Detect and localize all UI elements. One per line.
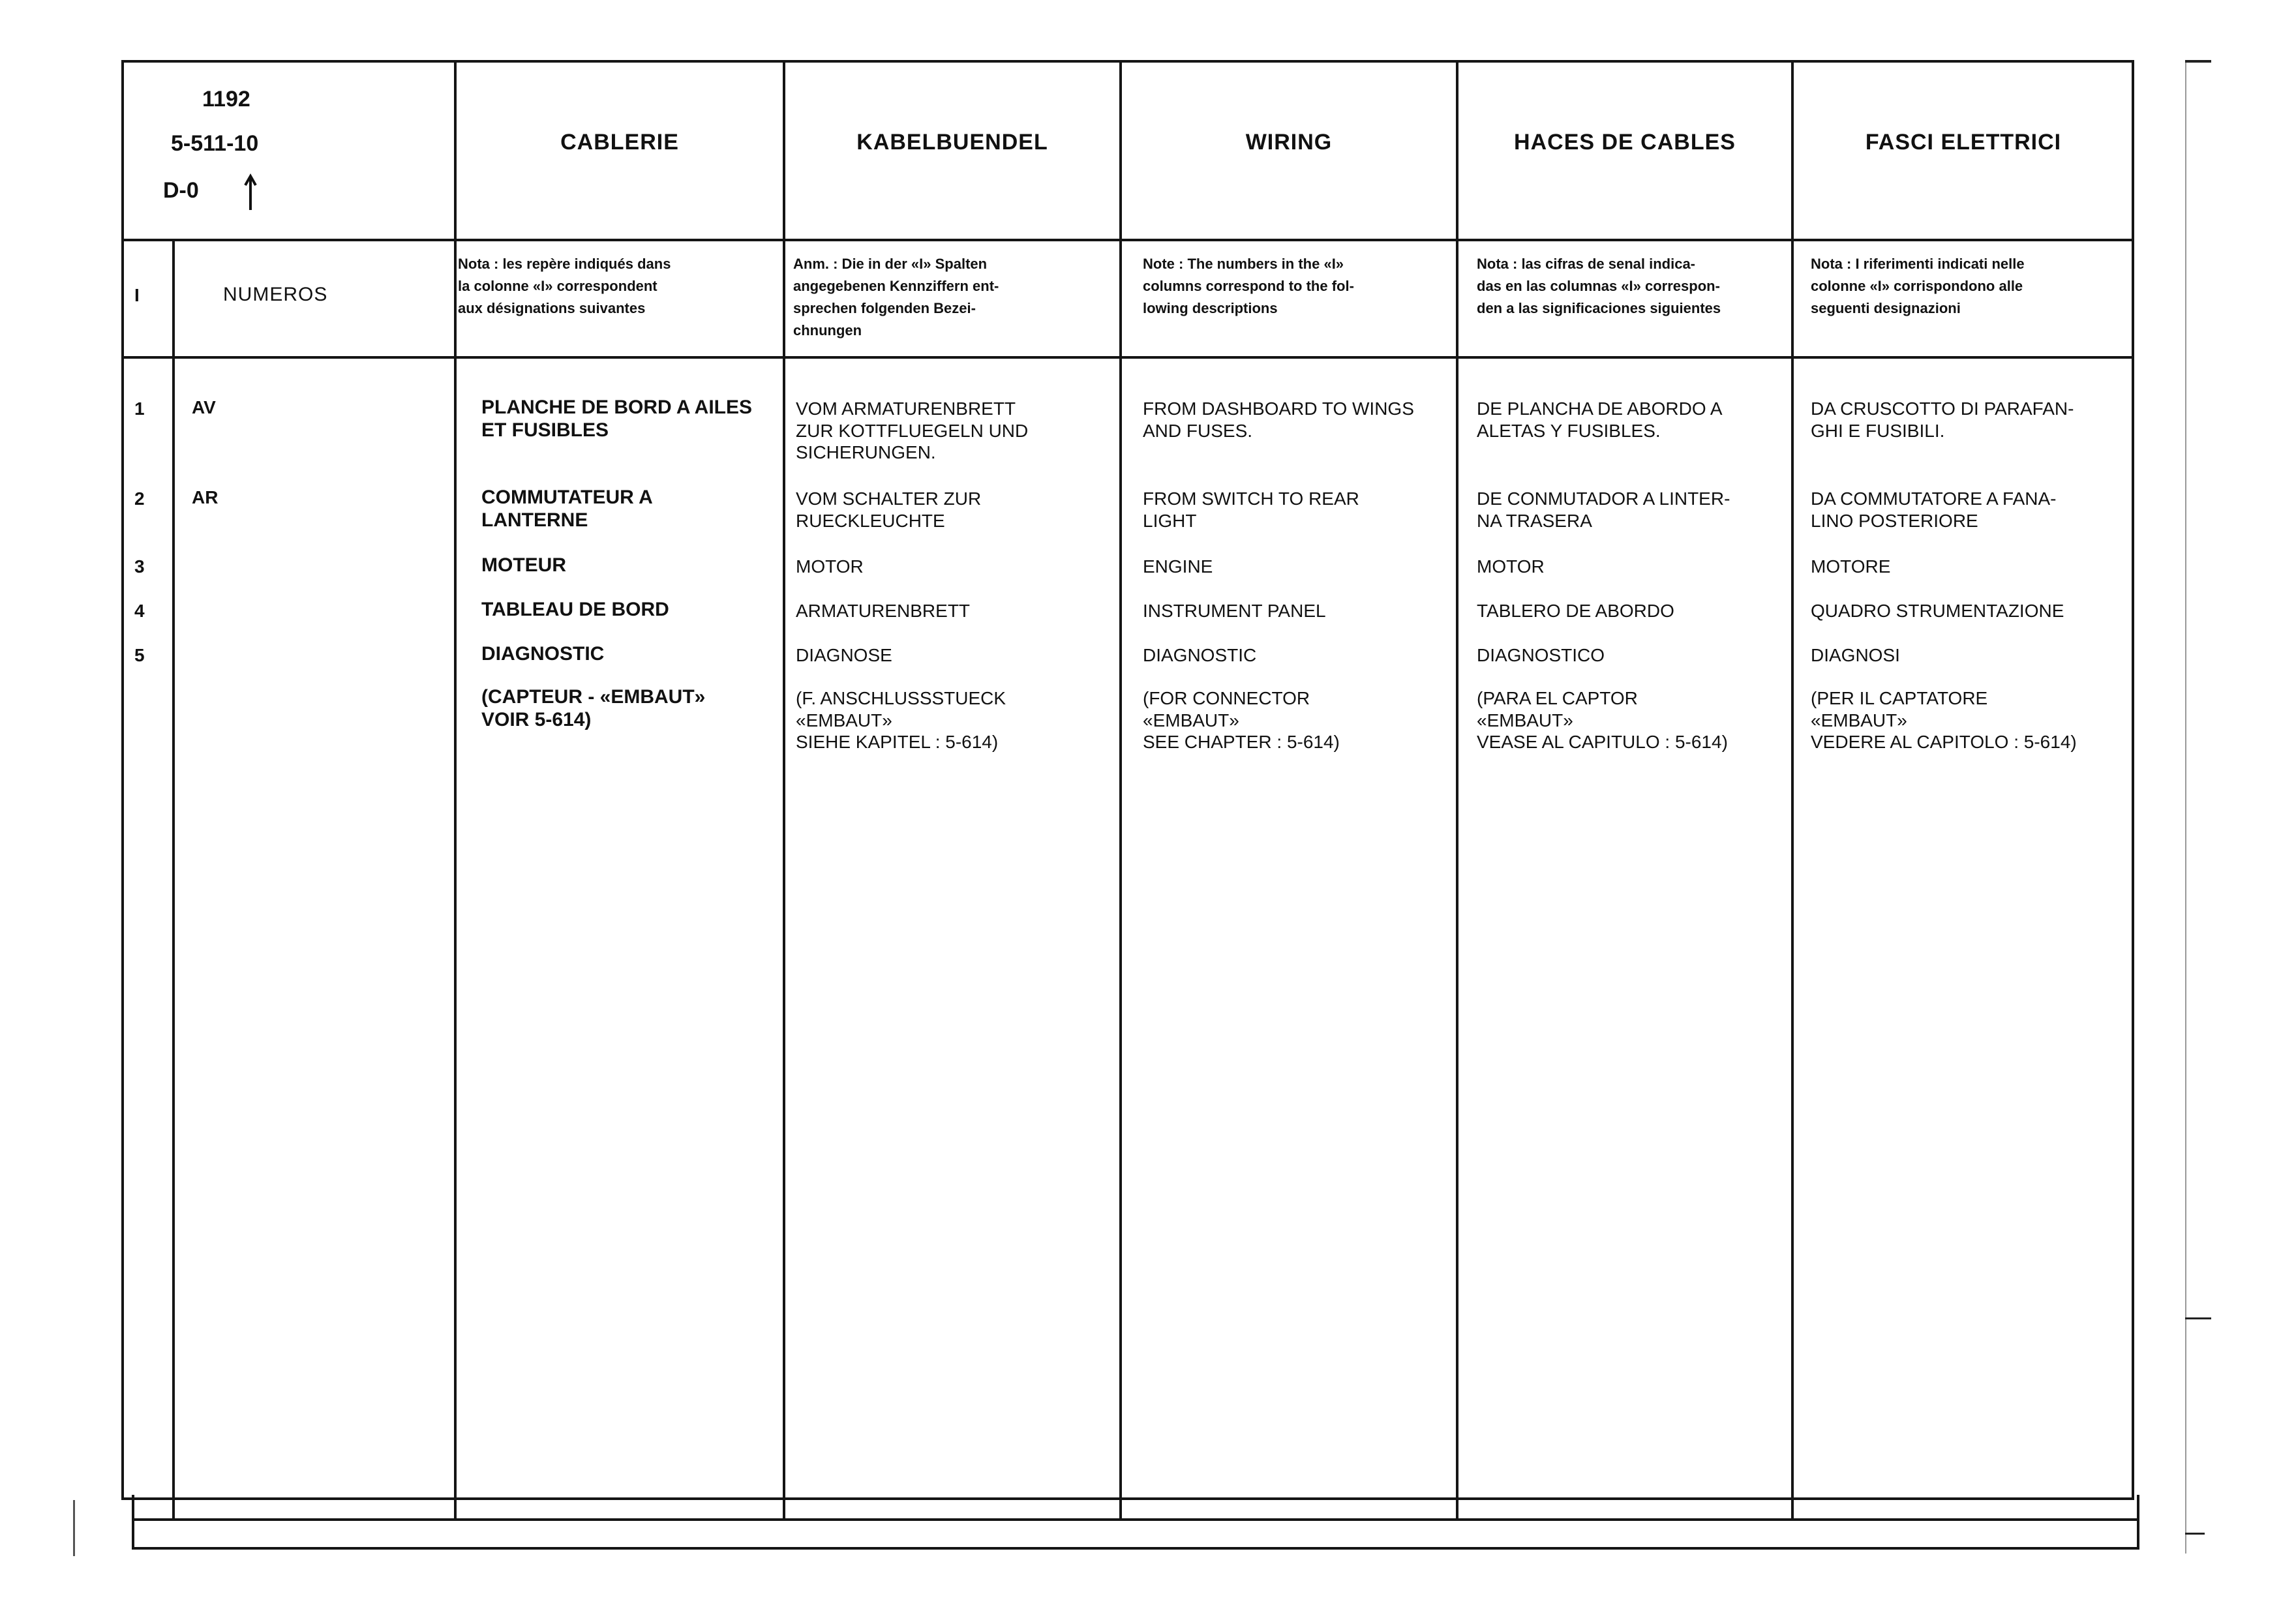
row-de: ARMATURENBRETT (796, 601, 971, 621)
row-en: ENGINE (1143, 556, 1213, 577)
row-es: MOTOR (1477, 556, 1545, 577)
row-it: (PER IL CAPTATORE «EMBAUT» VEDERE AL CAPITOLO : 5-614) (1811, 688, 2077, 753)
row-it: DA CRUSCOTTO DI PARAFAN- GHI E FUSIBILI. (1811, 398, 2074, 441)
row-es: TABLERO DE ABORDO (1477, 601, 1674, 621)
col-divider-3 (1119, 60, 1122, 1518)
doc-id-2: 5-511-10 (171, 131, 259, 156)
row-it: DA COMMUTATORE A FANA- LINO POSTERIORE (1811, 488, 2057, 531)
row-it: MOTORE (1811, 556, 1891, 577)
row-number: 1 (134, 398, 145, 419)
row-code: AV (192, 397, 216, 417)
column-title-de: KABELBUENDEL (856, 130, 1048, 155)
header-divider (121, 239, 2134, 241)
margin-mark (2185, 60, 2211, 63)
row-code: AR (192, 487, 219, 507)
footer-divider (132, 1518, 2139, 1521)
subheader-divider (121, 356, 2134, 359)
row-de: VOM ARMATURENBRETT ZUR KOTTFLUEGELN UND SICHERUNGEN. (796, 398, 1029, 463)
row-es: DE PLANCHA DE ABORDO A ALETAS Y FUSIBLES. (1477, 398, 1723, 441)
row-en: INSTRUMENT PANEL (1143, 601, 1326, 621)
row-es: DE CONMUTADOR A LINTER- NA TRASERA (1477, 488, 1730, 531)
row-en: FROM SWITCH TO REAR LIGHT (1143, 488, 1359, 531)
row-en: DIAGNOSTIC (1143, 645, 1257, 665)
doc-id-3: D-0 (163, 178, 199, 203)
row-fr: TABLEAU DE BORD (481, 599, 669, 620)
note-es: Nota : las cifras de senal indica- das en las columnas «I» correspon- den a las significaciones siguientes (1477, 256, 1721, 317)
margin-mark (73, 1500, 75, 1556)
numeros-label: NUMEROS (223, 284, 328, 305)
column-title-fr: CABLERIE (560, 130, 679, 155)
note-en: Note : The numbers in the «I» columns correspond to the fol- lowing descriptions (1143, 256, 1354, 317)
margin-mark (2185, 1533, 2205, 1535)
column-title-en: WIRING (1245, 130, 1333, 155)
row-fr: MOTEUR (481, 554, 566, 576)
note-fr: Nota : les repère indiqués dans la colonne «I» correspondent aux désignations suivantes (458, 256, 671, 317)
table-bottom-strip (132, 1495, 2139, 1550)
row-fr: COMMUTATEUR A LANTERNE (481, 487, 653, 531)
row-en: FROM DASHBOARD TO WINGS AND FUSES. (1143, 398, 1414, 441)
row-it: DIAGNOSI (1811, 645, 1900, 665)
note-de: Anm. : Die in der «I» Spalten angegebenen Kennziffern ent- sprechen folgenden Bezei- chnungen (793, 256, 999, 339)
index-column-label: I (134, 285, 140, 305)
row-de: VOM SCHALTER ZUR RUECKLEUCHTE (796, 488, 982, 531)
row-fr: PLANCHE DE BORD A AILES ET FUSIBLES (481, 397, 753, 441)
margin-mark (2185, 60, 2186, 1554)
doc-id-1: 1192 (202, 87, 250, 112)
row-de: MOTOR (796, 556, 864, 577)
col-divider-index (172, 239, 175, 1518)
margin-mark (2185, 1317, 2211, 1319)
col-divider-5 (1791, 60, 1794, 1518)
col-divider-1 (454, 60, 457, 1518)
column-title-es: HACES DE CABLES (1514, 130, 1736, 155)
row-number: 2 (134, 488, 145, 509)
col-divider-2 (783, 60, 785, 1518)
row-es: (PARA EL CAPTOR «EMBAUT» VEASE AL CAPITULO : 5-614) (1477, 688, 1728, 753)
column-title-it: FASCI ELETTRICI (1865, 130, 2062, 155)
row-es: DIAGNOSTICO (1477, 645, 1605, 665)
row-de: (F. ANSCHLUSSSTUECK «EMBAUT» SIEHE KAPITEL : 5-614) (796, 688, 1006, 753)
note-it: Nota : I riferimenti indicati nelle colonne «I» corrispondono alle seguenti designazioni (1811, 256, 2025, 317)
row-it: QUADRO STRUMENTAZIONE (1811, 601, 2064, 621)
row-fr: (CAPTEUR - «EMBAUT» VOIR 5-614) (481, 686, 706, 730)
col-divider-4 (1456, 60, 1458, 1518)
row-fr: DIAGNOSTIC (481, 643, 605, 665)
row-number: 5 (134, 645, 145, 665)
row-number: 4 (134, 601, 145, 621)
row-number: 3 (134, 556, 145, 577)
arrow-up-icon (243, 173, 258, 213)
row-de: DIAGNOSE (796, 645, 892, 665)
row-en: (FOR CONNECTOR «EMBAUT» SEE CHAPTER : 5-614) (1143, 688, 1340, 753)
